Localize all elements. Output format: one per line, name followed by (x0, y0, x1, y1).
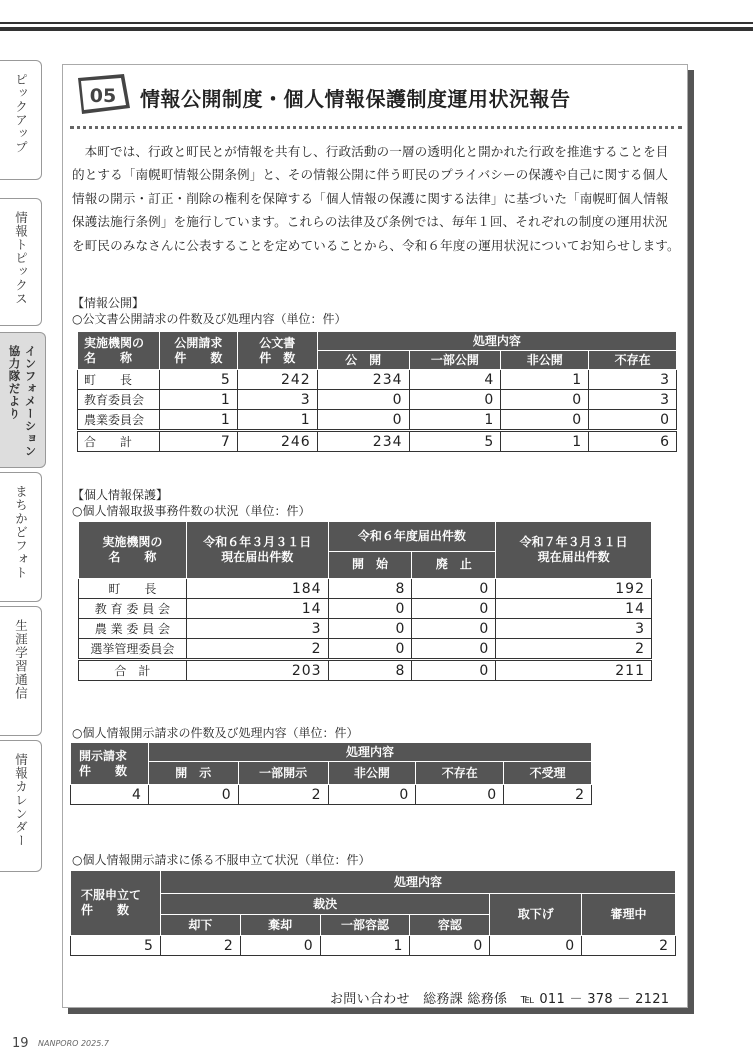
table-caption: ○個人情報開示請求の件数及び処理内容（単位：件） (72, 726, 359, 740)
table-row (78, 390, 677, 410)
header-dismissed: 却下 (160, 915, 240, 936)
header-granted: 容認 (410, 915, 490, 936)
section-heading: 【情報公開】 (72, 296, 145, 310)
top-rule-thick (0, 27, 753, 31)
header-withdrawn: 取下げ (490, 894, 582, 936)
header-pending: 審理中 (582, 894, 676, 936)
tab-label: まちかどフォト (13, 485, 29, 580)
cell: 6 (589, 431, 677, 452)
cell: 0 (240, 936, 320, 956)
cell: 5 (409, 431, 501, 452)
header-requests: 開示請求 件 数 (71, 743, 149, 785)
table-row (71, 785, 592, 805)
header-abolish: 廃 止 (412, 551, 496, 578)
header-disclosed: 公 開 (317, 351, 409, 370)
cell: 242 (237, 370, 317, 390)
section-number-badge (74, 74, 130, 114)
row-name: 合 計 (79, 660, 187, 681)
intro-paragraph: 本町では、行政と町民とが情報を共有し、行政活動の一層の透明化と開かれた行政を推進することを目的とする「南幌町情報公開条例」と、その情報公開に伴う町民のプライバシーの保護や自己に関する個人情報の開示・訂正・削除の権利を保障する「個人情報の保護に関する法律」に基づいた「南幌町個人情報保護法施行条例」を施行しています。これらの法律及び条例では、毎年１回、それぞれの制度の運用状況を町民のみなさんに公表することを定めていることから、令和６年度の運用状況についてお知らせします。 (72, 144, 680, 253)
row-name: 農業委員会 (78, 410, 160, 431)
tab-topics[interactable] (0, 198, 42, 326)
top-rule-thin (0, 22, 753, 24)
cell: 0 (328, 599, 412, 619)
cell: 3 (589, 390, 677, 410)
table-row (79, 579, 652, 599)
disclosure-table (77, 331, 677, 452)
cell: 192 (496, 579, 652, 599)
cell: 8 (328, 660, 412, 681)
tab-label: インフォメーション協力隊だより (7, 345, 38, 458)
table-caption: ○個人情報開示請求に係る不服申立て状況（単位：件） (72, 853, 371, 867)
cell: 0 (412, 619, 496, 639)
tab-information[interactable] (0, 332, 46, 468)
header-undisclosed: 非公開 (328, 762, 416, 785)
cell: 1 (409, 410, 501, 431)
contact-info: お問い合わせ 総務課 総務係 ℡ 011 － 378 － 2121 (330, 992, 670, 1007)
page-number: 19 (12, 1036, 29, 1051)
cell: 3 (589, 370, 677, 390)
header-processing: 処理内容 (148, 743, 591, 762)
cell: 234 (317, 370, 409, 390)
header-undisclosed: 非公開 (501, 351, 589, 370)
tab-label: 情報トピックス (13, 211, 29, 306)
row-name: 町 長 (78, 370, 160, 390)
cell: 1 (159, 390, 237, 410)
table-row (78, 410, 677, 431)
cell: 2 (238, 785, 328, 805)
cell: 0 (317, 390, 409, 410)
cell: 0 (589, 410, 677, 431)
cell: 4 (409, 370, 501, 390)
header-nonexistent: 不存在 (589, 351, 677, 370)
table-row (79, 639, 652, 660)
cell: 2 (504, 785, 592, 805)
header-rejected: 不受理 (504, 762, 592, 785)
header-rejected: 棄却 (240, 915, 320, 936)
personal-info-table (78, 521, 652, 681)
cell: 4 (71, 785, 149, 805)
table-caption: ○公文書公開請求の件数及び処理内容（単位：件） (72, 312, 347, 326)
cell: 0 (412, 579, 496, 599)
header-org: 実施機関の 名 称 (79, 522, 187, 579)
cell: 0 (317, 410, 409, 431)
cell: 2 (160, 936, 240, 956)
cell: 2 (582, 936, 676, 956)
header-processing: 処理内容 (160, 871, 675, 894)
cell: 0 (410, 936, 490, 956)
header-processing: 処理内容 (317, 332, 676, 351)
cell: 0 (328, 639, 412, 660)
cell: 0 (490, 936, 582, 956)
header-nonexistent: 不存在 (416, 762, 504, 785)
issue-label: NANPORO 2025.7 (38, 1039, 109, 1048)
header-r7: 令和７年３月３１日 現在届出件数 (496, 522, 652, 579)
cell: 0 (412, 599, 496, 619)
header-r6-filed: 令和６年度届出件数 (328, 522, 496, 552)
cell: 0 (412, 660, 496, 681)
cell: 0 (409, 390, 501, 410)
cell: 2 (186, 639, 328, 660)
header-partial: 一部開示 (238, 762, 328, 785)
row-name: 選挙管理委員会 (79, 639, 187, 660)
table-row (71, 936, 676, 956)
tab-photo[interactable] (0, 472, 42, 602)
cell: 184 (186, 579, 328, 599)
cell: 0 (328, 785, 416, 805)
cell: 2 (496, 639, 652, 660)
header-partially-granted: 一部容認 (320, 915, 410, 936)
cell: 203 (186, 660, 328, 681)
table-caption: ○個人情報取扱事務件数の状況（単位：件） (72, 504, 311, 518)
table-row (79, 599, 652, 619)
cell: 0 (416, 785, 504, 805)
cell: 3 (237, 390, 317, 410)
header-disclosed: 開 示 (148, 762, 238, 785)
cell: 5 (159, 370, 237, 390)
row-name: 教 育 委 員 会 (79, 599, 187, 619)
cell: 0 (148, 785, 238, 805)
header-appeals: 不服申立て 件 数 (71, 871, 161, 936)
cell: 0 (412, 639, 496, 660)
cell: 211 (496, 660, 652, 681)
row-name: 町 長 (79, 579, 187, 599)
tab-label: 情報カレンダー (13, 753, 29, 848)
section-heading: 【個人情報保護】 (72, 488, 169, 502)
cell: 3 (496, 619, 652, 639)
header-documents: 公文書 件 数 (237, 332, 317, 370)
cell: 1 (501, 370, 589, 390)
badge-number: 05 (89, 85, 117, 107)
header-r6: 令和６年３月３１日 現在届出件数 (186, 522, 328, 579)
tab-learning[interactable] (0, 606, 42, 736)
appeal-table (70, 870, 676, 956)
cell: 246 (237, 431, 317, 452)
disclosure-request-table (70, 742, 592, 805)
tab-label: ピックアップ (13, 73, 29, 154)
cell: 3 (186, 619, 328, 639)
row-name: 教育委員会 (78, 390, 160, 410)
cell: 14 (496, 599, 652, 619)
tab-calendar[interactable] (0, 740, 42, 872)
header-partial: 一部公開 (409, 351, 501, 370)
total-row (78, 431, 677, 452)
page-title: 情報公開制度・個人情報保護制度運用状況報告 (140, 87, 571, 111)
cell: 8 (328, 579, 412, 599)
table-row (79, 619, 652, 639)
table-row (78, 370, 677, 390)
tab-label: 生涯学習通信 (13, 619, 29, 700)
header-decision: 裁決 (160, 894, 489, 915)
cell: 1 (237, 410, 317, 431)
cell: 234 (317, 431, 409, 452)
tab-pickup[interactable] (0, 60, 42, 180)
cell: 0 (328, 619, 412, 639)
header-requests: 公開請求 件 数 (159, 332, 237, 370)
row-name: 農 業 委 員 会 (79, 619, 187, 639)
cell: 1 (320, 936, 410, 956)
cell: 0 (501, 410, 589, 431)
cell: 0 (501, 390, 589, 410)
cell: 5 (71, 936, 161, 956)
cell: 7 (159, 431, 237, 452)
row-name: 合 計 (78, 431, 160, 452)
total-row (79, 660, 652, 681)
header-org: 実施機関の 名 称 (78, 332, 160, 370)
cell: 14 (186, 599, 328, 619)
cell: 1 (159, 410, 237, 431)
header-start: 開 始 (328, 551, 412, 578)
dotted-divider (70, 126, 682, 129)
cell: 1 (501, 431, 589, 452)
